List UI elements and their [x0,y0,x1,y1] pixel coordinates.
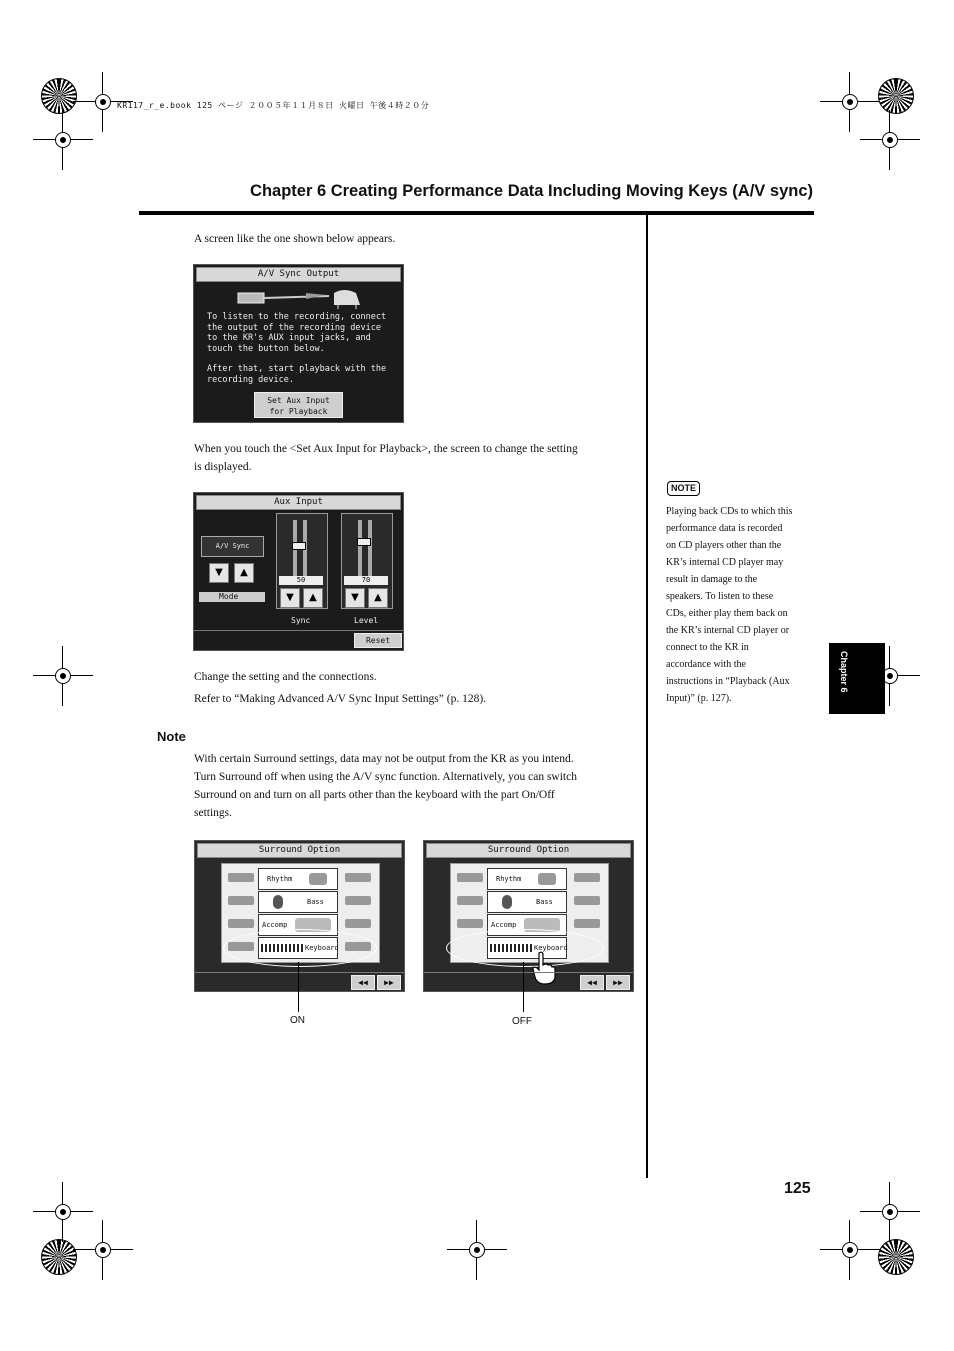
right-arrow-icon [574,873,600,882]
instruction-text: To listen to the recording, connect the output of the recording device to the KR's AUX input jacks, and touch the button below. [207,312,387,354]
chapter-title: Chapter 6 Creating Performance Data Including Moving Keys (A/V sync) [250,182,813,200]
crop-mark-icon [860,1182,920,1242]
registration-target-icon [41,1239,77,1275]
bass-part-button[interactable]: Bass [487,891,567,913]
sync-label: Sync [291,616,311,625]
bass-part-button[interactable]: Bass [258,891,338,913]
level-down-button[interactable]: ▼ [345,588,365,608]
refer-paragraph: Refer to “Making Advanced A/V Sync Input Settings” (p. 128). [194,693,487,705]
left-arrow-icon [228,873,254,882]
registration-target-icon [878,78,914,114]
sync-up-button[interactable]: ▲ [303,588,323,608]
note-badge: NOTE [667,481,700,496]
callout-line-off [523,962,524,1012]
sync-down-button[interactable]: ▼ [280,588,300,608]
left-arrow-icon [228,919,254,928]
screen-title: Aux Input [196,495,401,510]
accomp-part-button[interactable]: Accomp [487,914,567,936]
level-up-button[interactable]: ▲ [368,588,388,608]
sidebar-note-text: Playing back CDs to which this performance data is recorded on CD players other than the KR’s internal CD player may result in damage to the speakers. To listen to these CDs, either play them back on the KR’s internal CD player or connect to the KR in accordance with the instructions in “Playback (Aux Input)” (p. 127). [666,506,793,704]
file-meta-header: KR117_r_e.book 125 ページ ２００５年１１月８日 火曜日 午後４時２０分 [117,101,430,110]
pointing-hand-icon [530,951,556,990]
off-label: OFF [512,1016,532,1027]
rhythm-part-button[interactable]: Rhythm [487,868,567,890]
chapter-tab: Chapter 6 [829,643,885,714]
bass-icon [502,895,512,909]
column-divider [646,215,648,1178]
sync-slider[interactable] [276,513,328,609]
surround-option-screen-on [194,840,405,992]
keyboard-part-button[interactable]: Keyboard [487,937,567,959]
mode-value-display: A/V Sync [201,536,264,557]
callout-line-on [298,962,299,1012]
recorder-to-piano-illustration-icon [234,285,364,309]
touch-paragraph: When you touch the <Set Aux Input for Playback>, the screen to change the setting is displayed. [194,443,578,473]
level-label: Level [354,616,379,625]
on-label: ON [290,1015,305,1026]
crop-mark-icon [33,646,93,706]
crop-mark-icon [447,1220,507,1280]
rhythm-part-button[interactable]: Rhythm [258,868,338,890]
level-slider[interactable] [341,513,393,609]
accomp-part-button[interactable]: Accomp [258,914,338,936]
mode-up-button[interactable]: ▲ [234,563,254,583]
note-heading: Note [157,729,186,744]
crop-mark-icon [33,110,93,170]
screen-title: Surround Option [197,843,402,858]
intro-paragraph: A screen like the one shown below appears. [194,233,396,245]
sync-slider-knob[interactable] [292,542,306,550]
drum-icon [309,873,327,885]
right-arrow-icon [574,919,600,928]
av-sync-output-screen [193,264,404,423]
page-number: 125 [784,1180,811,1197]
mode-down-button[interactable]: ▼ [209,563,229,583]
note-paragraph: With certain Surround settings, data may not be output from the KR as you intend. Turn Surround off when using the A/V sync function. Alternatively, you can switch Surround on and turn on all parts other than the keyboard with the part On/Off settings. [194,753,577,819]
crop-mark-icon [73,1220,133,1280]
aux-input-screen [193,492,404,651]
right-arrow-icon [345,919,371,928]
screen-title: Surround Option [426,843,631,858]
right-arrow-icon [345,873,371,882]
highlight-ellipse [223,929,377,967]
left-arrow-icon [457,873,483,882]
bass-icon [273,895,283,909]
page-forward-button[interactable]: ▶▶ [377,975,401,990]
left-arrow-icon [457,919,483,928]
header-rule [139,211,814,215]
left-arrow-icon [228,896,254,905]
page-forward-button[interactable]: ▶▶ [606,975,630,990]
level-slider-knob[interactable] [357,538,371,546]
playback-instruction-text: After that, start playback with the recording device. [207,364,387,385]
change-setting-paragraph: Change the setting and the connections. [194,671,377,683]
registration-target-icon [41,78,77,114]
set-aux-input-button[interactable]: Set Aux Input for Playback [254,392,343,418]
screen-bottom-bar [194,630,403,631]
level-value: 70 [344,576,388,585]
screen-title: A/V Sync Output [196,267,401,282]
drum-icon [538,873,556,885]
mode-label: Mode [199,592,265,602]
crop-mark-icon [860,110,920,170]
reset-button[interactable]: Reset [354,633,402,648]
sync-value: 50 [279,576,323,585]
right-arrow-icon [574,896,600,905]
surround-option-screen-off [423,840,634,992]
left-arrow-icon [457,896,483,905]
highlight-ellipse [446,929,604,967]
page-back-button[interactable]: ◀◀ [351,975,375,990]
right-arrow-icon [345,896,371,905]
registration-target-icon [878,1239,914,1275]
keyboard-part-button[interactable]: Keyboard [258,937,338,959]
page-back-button[interactable]: ◀◀ [580,975,604,990]
